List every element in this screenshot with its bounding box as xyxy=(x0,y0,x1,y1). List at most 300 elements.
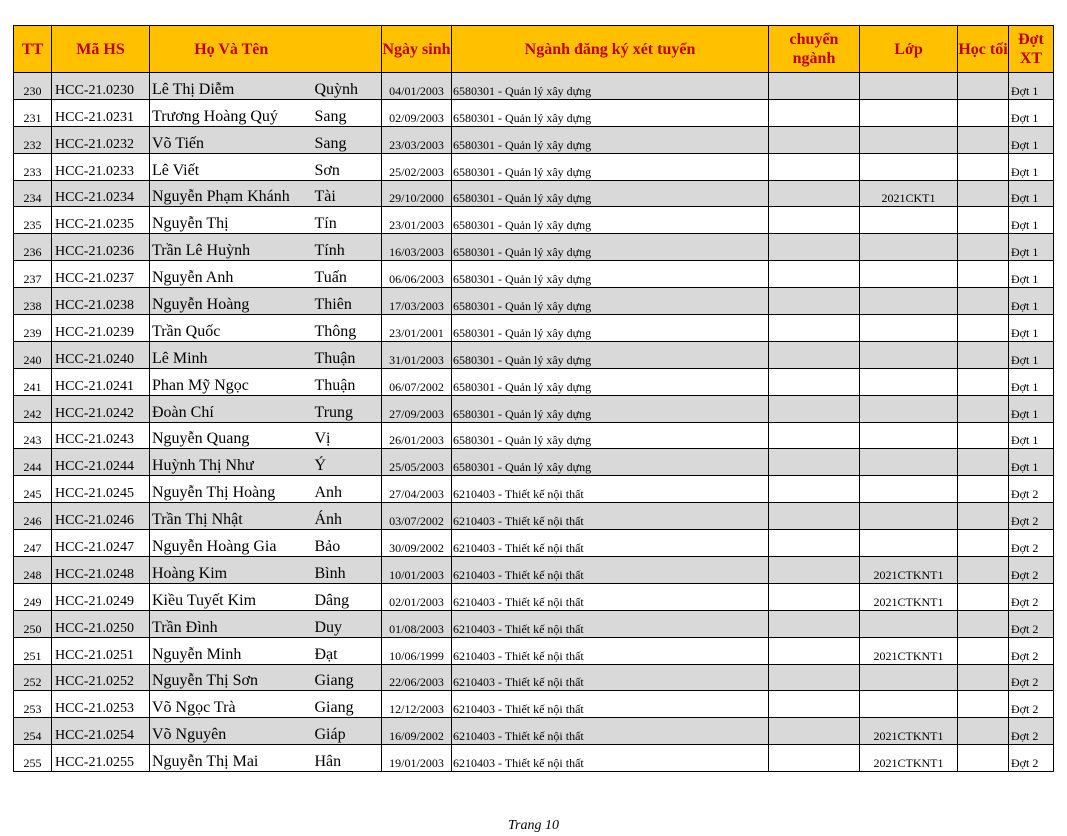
cell-ho: Nguyễn Thị Hoàng xyxy=(150,476,313,503)
cell-nganh: 6580301 - Quản lý xây dựng xyxy=(452,395,769,422)
cell-hoc-toi xyxy=(958,745,1009,772)
cell-chuyen-nganh xyxy=(769,207,860,234)
cell-dot-xt: Đợt 2 xyxy=(1009,583,1054,610)
cell-hoc-toi xyxy=(958,126,1009,153)
cell-dot-xt: Đợt 2 xyxy=(1009,610,1054,637)
cell-ten: Hân xyxy=(313,745,382,772)
table-row xyxy=(14,718,1054,745)
cell-hoc-toi xyxy=(958,368,1009,395)
cell-ten: Anh xyxy=(313,476,382,503)
cell-lop xyxy=(860,341,958,368)
cell-chuyen-nganh xyxy=(769,557,860,584)
header-ho-ten: Họ Và Tên xyxy=(150,26,313,73)
cell-nganh: 6210403 - Thiết kế nội thất xyxy=(452,610,769,637)
cell-nganh: 6580301 - Quản lý xây dựng xyxy=(452,288,769,315)
cell-ma-hs: HCC-21.0240 xyxy=(52,341,150,368)
table-row xyxy=(14,610,1054,637)
cell-ma-hs: HCC-21.0251 xyxy=(52,637,150,664)
table-body xyxy=(14,73,1054,772)
cell-dot-xt: Đợt 1 xyxy=(1009,234,1054,261)
cell-lop xyxy=(860,315,958,342)
cell-ten: Tuấn xyxy=(313,261,382,288)
cell-ten: Tài xyxy=(313,180,382,207)
cell-lop xyxy=(860,288,958,315)
cell-ma-hs: HCC-21.0232 xyxy=(52,126,150,153)
cell-nganh: 6210403 - Thiết kế nội thất xyxy=(452,476,769,503)
cell-ho: Trần Đình xyxy=(150,610,313,637)
cell-ho: Nguyễn Thị xyxy=(150,207,313,234)
cell-ten: Trung xyxy=(313,395,382,422)
cell-ten: Thuận xyxy=(313,341,382,368)
cell-nganh: 6210403 - Thiết kế nội thất xyxy=(452,530,769,557)
cell-ngay-sinh: 26/01/2003 xyxy=(382,422,452,449)
cell-ma-hs: HCC-21.0248 xyxy=(52,557,150,584)
cell-ma-hs: HCC-21.0255 xyxy=(52,745,150,772)
cell-lop xyxy=(860,449,958,476)
cell-hoc-toi xyxy=(958,476,1009,503)
cell-nganh: 6210403 - Thiết kế nội thất xyxy=(452,557,769,584)
cell-ho: Lê Minh xyxy=(150,341,313,368)
cell-ngay-sinh: 06/06/2003 xyxy=(382,261,452,288)
cell-ngay-sinh: 27/04/2003 xyxy=(382,476,452,503)
cell-hoc-toi xyxy=(958,691,1009,718)
cell-lop xyxy=(860,73,958,100)
cell-ho: Lê Thị Diễm xyxy=(150,73,313,100)
table-row xyxy=(14,664,1054,691)
cell-chuyen-nganh xyxy=(769,637,860,664)
table-row xyxy=(14,207,1054,234)
table-row xyxy=(14,476,1054,503)
cell-chuyen-nganh xyxy=(769,180,860,207)
cell-chuyen-nganh xyxy=(769,422,860,449)
cell-tt: 245 xyxy=(14,476,52,503)
cell-nganh: 6580301 - Quản lý xây dựng xyxy=(452,261,769,288)
cell-dot-xt: Đợt 2 xyxy=(1009,664,1054,691)
cell-ten: Sang xyxy=(313,126,382,153)
cell-hoc-toi xyxy=(958,449,1009,476)
cell-tt: 249 xyxy=(14,583,52,610)
cell-ma-hs: HCC-21.0244 xyxy=(52,449,150,476)
cell-nganh: 6580301 - Quản lý xây dựng xyxy=(452,368,769,395)
cell-lop xyxy=(860,261,958,288)
cell-chuyen-nganh xyxy=(769,476,860,503)
cell-nganh: 6580301 - Quản lý xây dựng xyxy=(452,99,769,126)
cell-ten: Giáp xyxy=(313,718,382,745)
cell-hoc-toi xyxy=(958,664,1009,691)
header-nganh: Ngành đăng ký xét tuyển xyxy=(452,26,769,73)
cell-lop xyxy=(860,664,958,691)
cell-tt: 236 xyxy=(14,234,52,261)
cell-lop xyxy=(860,610,958,637)
cell-ma-hs: HCC-21.0245 xyxy=(52,476,150,503)
cell-lop xyxy=(860,153,958,180)
cell-hoc-toi xyxy=(958,207,1009,234)
cell-hoc-toi xyxy=(958,261,1009,288)
cell-ngay-sinh: 29/10/2000 xyxy=(382,180,452,207)
cell-hoc-toi xyxy=(958,99,1009,126)
cell-ma-hs: HCC-21.0230 xyxy=(52,73,150,100)
cell-lop xyxy=(860,99,958,126)
cell-dot-xt: Đợt 2 xyxy=(1009,476,1054,503)
header-hoc-toi: Học tối xyxy=(958,26,1009,73)
cell-tt: 234 xyxy=(14,180,52,207)
cell-chuyen-nganh xyxy=(769,664,860,691)
cell-dot-xt: Đợt 2 xyxy=(1009,637,1054,664)
cell-lop xyxy=(860,422,958,449)
cell-ten: Bảo xyxy=(313,530,382,557)
cell-chuyen-nganh xyxy=(769,288,860,315)
cell-dot-xt: Đợt 1 xyxy=(1009,288,1054,315)
cell-tt: 240 xyxy=(14,341,52,368)
cell-chuyen-nganh xyxy=(769,341,860,368)
cell-tt: 239 xyxy=(14,315,52,342)
cell-ho: Trương Hoàng Quý xyxy=(150,99,313,126)
cell-ho: Nguyễn Hoàng xyxy=(150,288,313,315)
cell-ho: Võ Nguyên xyxy=(150,718,313,745)
cell-tt: 233 xyxy=(14,153,52,180)
cell-ngay-sinh: 12/12/2003 xyxy=(382,691,452,718)
cell-hoc-toi xyxy=(958,610,1009,637)
cell-chuyen-nganh xyxy=(769,395,860,422)
cell-ten: Tín xyxy=(313,207,382,234)
cell-ho: Nguyễn Anh xyxy=(150,261,313,288)
cell-ngay-sinh: 23/01/2001 xyxy=(382,315,452,342)
cell-chuyen-nganh xyxy=(769,73,860,100)
table-row xyxy=(14,637,1054,664)
cell-ho: Lê Viết xyxy=(150,153,313,180)
cell-hoc-toi xyxy=(958,395,1009,422)
cell-nganh: 6210403 - Thiết kế nội thất xyxy=(452,637,769,664)
table-row xyxy=(14,73,1054,100)
cell-ngay-sinh: 16/09/2002 xyxy=(382,718,452,745)
cell-chuyen-nganh xyxy=(769,691,860,718)
table-row xyxy=(14,153,1054,180)
cell-dot-xt: Đợt 1 xyxy=(1009,126,1054,153)
cell-lop xyxy=(860,395,958,422)
cell-dot-xt: Đợt 2 xyxy=(1009,557,1054,584)
cell-chuyen-nganh xyxy=(769,99,860,126)
cell-lop: 2021CTKNT1 xyxy=(860,583,958,610)
cell-ho: Phan Mỹ Ngọc xyxy=(150,368,313,395)
cell-tt: 250 xyxy=(14,610,52,637)
cell-chuyen-nganh xyxy=(769,583,860,610)
cell-ten: Dâng xyxy=(313,583,382,610)
cell-hoc-toi xyxy=(958,503,1009,530)
cell-chuyen-nganh xyxy=(769,315,860,342)
cell-ten: Thông xyxy=(313,315,382,342)
cell-dot-xt: Đợt 2 xyxy=(1009,718,1054,745)
cell-lop xyxy=(860,126,958,153)
cell-hoc-toi xyxy=(958,341,1009,368)
cell-ho: Võ Tiến xyxy=(150,126,313,153)
cell-lop xyxy=(860,234,958,261)
cell-hoc-toi xyxy=(958,583,1009,610)
cell-ma-hs: HCC-21.0254 xyxy=(52,718,150,745)
cell-nganh: 6580301 - Quản lý xây dựng xyxy=(452,126,769,153)
cell-ho: Đoàn Chí xyxy=(150,395,313,422)
cell-nganh: 6580301 - Quản lý xây dựng xyxy=(452,180,769,207)
cell-ten: Vị xyxy=(313,422,382,449)
cell-tt: 253 xyxy=(14,691,52,718)
table-row xyxy=(14,99,1054,126)
header-row xyxy=(14,26,1054,73)
header-dot-xt: Đợt XT xyxy=(1009,26,1054,73)
cell-hoc-toi xyxy=(958,557,1009,584)
cell-nganh: 6580301 - Quản lý xây dựng xyxy=(452,341,769,368)
cell-dot-xt: Đợt 1 xyxy=(1009,180,1054,207)
cell-hoc-toi xyxy=(958,153,1009,180)
cell-dot-xt: Đợt 1 xyxy=(1009,99,1054,126)
cell-lop xyxy=(860,503,958,530)
cell-tt: 241 xyxy=(14,368,52,395)
cell-chuyen-nganh xyxy=(769,126,860,153)
cell-ma-hs: HCC-21.0253 xyxy=(52,691,150,718)
cell-ngay-sinh: 23/01/2003 xyxy=(382,207,452,234)
cell-ho: Nguyễn Thị Mai xyxy=(150,745,313,772)
cell-ten: Thiên xyxy=(313,288,382,315)
cell-ho: Nguyễn Hoàng Gia xyxy=(150,530,313,557)
cell-lop: 2021CTKNT1 xyxy=(860,718,958,745)
cell-ho: Hoàng Kim xyxy=(150,557,313,584)
cell-lop xyxy=(860,368,958,395)
cell-nganh: 6580301 - Quản lý xây dựng xyxy=(452,449,769,476)
cell-hoc-toi xyxy=(958,73,1009,100)
cell-chuyen-nganh xyxy=(769,503,860,530)
header-chuyen-nganh: chuyển ngành xyxy=(769,26,860,73)
cell-tt: 248 xyxy=(14,557,52,584)
cell-ngay-sinh: 19/01/2003 xyxy=(382,745,452,772)
cell-chuyen-nganh xyxy=(769,610,860,637)
cell-ma-hs: HCC-21.0247 xyxy=(52,530,150,557)
cell-nganh: 6210403 - Thiết kế nội thất xyxy=(452,664,769,691)
cell-ho: Kiều Tuyết Kim xyxy=(150,583,313,610)
cell-hoc-toi xyxy=(958,718,1009,745)
table-row xyxy=(14,368,1054,395)
cell-nganh: 6580301 - Quản lý xây dựng xyxy=(452,207,769,234)
cell-chuyen-nganh xyxy=(769,153,860,180)
cell-ma-hs: HCC-21.0234 xyxy=(52,180,150,207)
cell-ho: Huỳnh Thị Như xyxy=(150,449,313,476)
header-ngay-sinh: Ngày sinh xyxy=(382,26,452,73)
cell-ma-hs: HCC-21.0238 xyxy=(52,288,150,315)
cell-ho: Trần Thị Nhật xyxy=(150,503,313,530)
cell-ngay-sinh: 17/03/2003 xyxy=(382,288,452,315)
cell-lop: 2021CTKNT1 xyxy=(860,745,958,772)
cell-dot-xt: Đợt 2 xyxy=(1009,745,1054,772)
cell-lop: 2021CKT1 xyxy=(860,180,958,207)
cell-tt: 232 xyxy=(14,126,52,153)
cell-lop: 2021CTKNT1 xyxy=(860,557,958,584)
cell-ten: Thuận xyxy=(313,368,382,395)
table-row xyxy=(14,449,1054,476)
cell-ngay-sinh: 03/07/2002 xyxy=(382,503,452,530)
table-row xyxy=(14,288,1054,315)
cell-ma-hs: HCC-21.0236 xyxy=(52,234,150,261)
cell-ngay-sinh: 10/06/1999 xyxy=(382,637,452,664)
cell-ma-hs: HCC-21.0252 xyxy=(52,664,150,691)
cell-hoc-toi xyxy=(958,288,1009,315)
cell-lop xyxy=(860,691,958,718)
cell-hoc-toi xyxy=(958,315,1009,342)
cell-ngay-sinh: 02/09/2003 xyxy=(382,99,452,126)
header-ten-blank xyxy=(313,26,382,73)
table-row xyxy=(14,395,1054,422)
cell-nganh: 6580301 - Quản lý xây dựng xyxy=(452,73,769,100)
cell-hoc-toi xyxy=(958,637,1009,664)
cell-ma-hs: HCC-21.0233 xyxy=(52,153,150,180)
cell-dot-xt: Đợt 1 xyxy=(1009,315,1054,342)
cell-dot-xt: Đợt 1 xyxy=(1009,207,1054,234)
table-row xyxy=(14,691,1054,718)
table-row xyxy=(14,503,1054,530)
cell-ngay-sinh: 27/09/2003 xyxy=(382,395,452,422)
cell-hoc-toi xyxy=(958,530,1009,557)
table-row xyxy=(14,341,1054,368)
cell-nganh: 6580301 - Quản lý xây dựng xyxy=(452,422,769,449)
cell-tt: 237 xyxy=(14,261,52,288)
cell-ten: Ý xyxy=(313,449,382,476)
cell-ngay-sinh: 30/09/2002 xyxy=(382,530,452,557)
cell-ngay-sinh: 23/03/2003 xyxy=(382,126,452,153)
cell-tt: 242 xyxy=(14,395,52,422)
cell-nganh: 6210403 - Thiết kế nội thất xyxy=(452,718,769,745)
cell-nganh: 6580301 - Quản lý xây dựng xyxy=(452,315,769,342)
cell-ten: Quỳnh xyxy=(313,73,382,100)
cell-ten: Tính xyxy=(313,234,382,261)
cell-hoc-toi xyxy=(958,234,1009,261)
header-tt: TT xyxy=(14,26,52,73)
student-roster-table xyxy=(13,25,1054,772)
cell-nganh: 6580301 - Quản lý xây dựng xyxy=(452,234,769,261)
header-ma-hs: Mã HS xyxy=(52,26,150,73)
table-row xyxy=(14,315,1054,342)
cell-ho: Trần Quốc xyxy=(150,315,313,342)
cell-ma-hs: HCC-21.0237 xyxy=(52,261,150,288)
cell-nganh: 6580301 - Quản lý xây dựng xyxy=(452,153,769,180)
cell-chuyen-nganh xyxy=(769,449,860,476)
cell-ngay-sinh: 25/02/2003 xyxy=(382,153,452,180)
cell-ma-hs: HCC-21.0239 xyxy=(52,315,150,342)
cell-dot-xt: Đợt 1 xyxy=(1009,449,1054,476)
cell-tt: 246 xyxy=(14,503,52,530)
table-row xyxy=(14,422,1054,449)
cell-tt: 252 xyxy=(14,664,52,691)
cell-ngay-sinh: 04/01/2003 xyxy=(382,73,452,100)
header-lop: Lớp xyxy=(860,26,958,73)
cell-dot-xt: Đợt 2 xyxy=(1009,691,1054,718)
cell-ngay-sinh: 02/01/2003 xyxy=(382,583,452,610)
cell-ngay-sinh: 31/01/2003 xyxy=(382,341,452,368)
cell-ngay-sinh: 06/07/2002 xyxy=(382,368,452,395)
cell-tt: 231 xyxy=(14,99,52,126)
cell-nganh: 6210403 - Thiết kế nội thất xyxy=(452,691,769,718)
table-header xyxy=(14,26,1054,73)
cell-hoc-toi xyxy=(958,422,1009,449)
table-row xyxy=(14,126,1054,153)
cell-ma-hs: HCC-21.0241 xyxy=(52,368,150,395)
cell-tt: 230 xyxy=(14,73,52,100)
cell-ma-hs: HCC-21.0249 xyxy=(52,583,150,610)
table-row xyxy=(14,530,1054,557)
cell-tt: 235 xyxy=(14,207,52,234)
cell-dot-xt: Đợt 2 xyxy=(1009,530,1054,557)
cell-ten: Duy xyxy=(313,610,382,637)
cell-dot-xt: Đợt 1 xyxy=(1009,395,1054,422)
cell-tt: 244 xyxy=(14,449,52,476)
cell-tt: 243 xyxy=(14,422,52,449)
cell-ten: Ánh xyxy=(313,503,382,530)
table-row xyxy=(14,234,1054,261)
cell-ten: Giang xyxy=(313,691,382,718)
cell-tt: 251 xyxy=(14,637,52,664)
cell-ho: Nguyễn Quang xyxy=(150,422,313,449)
cell-ma-hs: HCC-21.0243 xyxy=(52,422,150,449)
cell-ho: Nguyễn Thị Sơn xyxy=(150,664,313,691)
cell-nganh: 6210403 - Thiết kế nội thất xyxy=(452,745,769,772)
cell-ten: Sơn xyxy=(313,153,382,180)
cell-lop xyxy=(860,530,958,557)
cell-chuyen-nganh xyxy=(769,718,860,745)
cell-dot-xt: Đợt 1 xyxy=(1009,153,1054,180)
cell-nganh: 6210403 - Thiết kế nội thất xyxy=(452,583,769,610)
cell-ho: Võ Ngọc Trà xyxy=(150,691,313,718)
cell-dot-xt: Đợt 1 xyxy=(1009,422,1054,449)
cell-ten: Sang xyxy=(313,99,382,126)
cell-ngay-sinh: 25/05/2003 xyxy=(382,449,452,476)
cell-ho: Nguyễn Minh xyxy=(150,637,313,664)
table-row xyxy=(14,583,1054,610)
cell-lop xyxy=(860,476,958,503)
cell-dot-xt: Đợt 1 xyxy=(1009,73,1054,100)
cell-hoc-toi xyxy=(958,180,1009,207)
cell-ma-hs: HCC-21.0246 xyxy=(52,503,150,530)
cell-ma-hs: HCC-21.0235 xyxy=(52,207,150,234)
cell-ngay-sinh: 22/06/2003 xyxy=(382,664,452,691)
cell-ho: Nguyễn Phạm Khánh xyxy=(150,180,313,207)
cell-chuyen-nganh xyxy=(769,261,860,288)
cell-ngay-sinh: 16/03/2003 xyxy=(382,234,452,261)
page-number: Trang 10 xyxy=(508,818,559,833)
table-row xyxy=(14,261,1054,288)
cell-ten: Bình xyxy=(313,557,382,584)
table-row xyxy=(14,180,1054,207)
cell-lop: 2021CTKNT1 xyxy=(860,637,958,664)
cell-chuyen-nganh xyxy=(769,530,860,557)
cell-tt: 255 xyxy=(14,745,52,772)
cell-chuyen-nganh xyxy=(769,745,860,772)
cell-ten: Giang xyxy=(313,664,382,691)
cell-tt: 254 xyxy=(14,718,52,745)
cell-dot-xt: Đợt 1 xyxy=(1009,368,1054,395)
cell-ten: Đạt xyxy=(313,637,382,664)
cell-chuyen-nganh xyxy=(769,368,860,395)
cell-ma-hs: HCC-21.0250 xyxy=(52,610,150,637)
cell-chuyen-nganh xyxy=(769,234,860,261)
cell-ho: Trần Lê Huỳnh xyxy=(150,234,313,261)
cell-ma-hs: HCC-21.0242 xyxy=(52,395,150,422)
table-row xyxy=(14,745,1054,772)
cell-ngay-sinh: 10/01/2003 xyxy=(382,557,452,584)
cell-ngay-sinh: 01/08/2003 xyxy=(382,610,452,637)
cell-dot-xt: Đợt 2 xyxy=(1009,503,1054,530)
cell-tt: 238 xyxy=(14,288,52,315)
cell-dot-xt: Đợt 1 xyxy=(1009,261,1054,288)
cell-nganh: 6210403 - Thiết kế nội thất xyxy=(452,503,769,530)
table-row xyxy=(14,557,1054,584)
cell-lop xyxy=(860,207,958,234)
cell-dot-xt: Đợt 1 xyxy=(1009,341,1054,368)
cell-tt: 247 xyxy=(14,530,52,557)
